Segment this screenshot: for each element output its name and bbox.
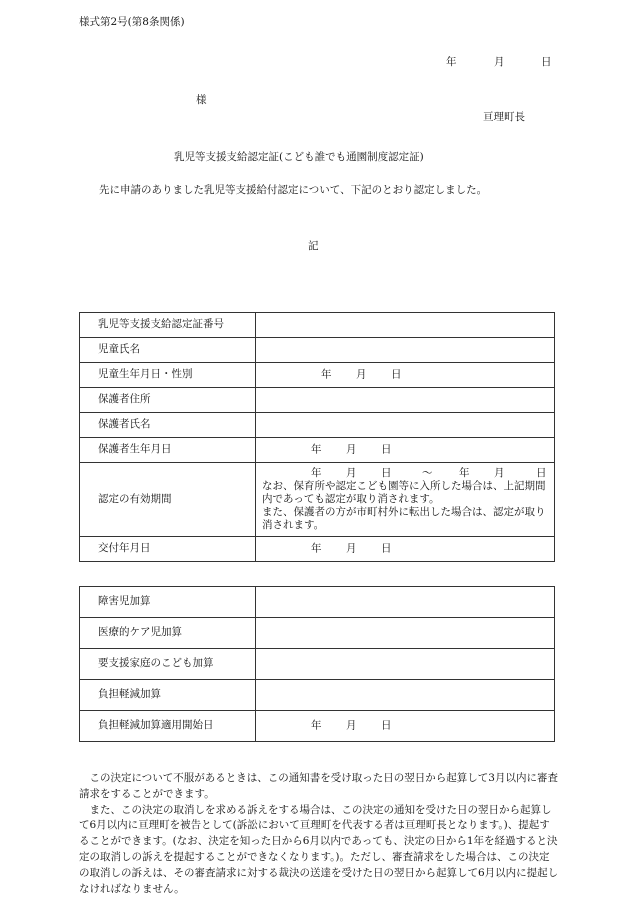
additions-table	[79, 586, 555, 742]
row-label: 負担軽減加算適用開始日	[80, 711, 256, 742]
document-title: 乳児等支援支給認定証(こども誰でも通園制度認定証)	[174, 151, 424, 163]
row-label: 保護者氏名	[80, 413, 256, 438]
row-label: 児童生年月日・性別	[80, 363, 256, 388]
to-year-mark: 年	[459, 467, 470, 479]
table-row	[80, 587, 555, 618]
guardian-birthdate-value	[256, 438, 555, 463]
row-label: 乳児等支援支給認定証番号	[80, 313, 256, 338]
form-number: 様式第2号(第8条関係)	[79, 16, 185, 28]
month-mark: 月	[346, 719, 357, 732]
issuer-name: 亘理町長	[483, 111, 525, 123]
row-label: 保護者住所	[80, 388, 256, 413]
guardian-address-value	[256, 388, 555, 413]
burden-reduction-start-value	[256, 711, 555, 742]
row-label: 児童氏名	[80, 338, 256, 363]
medical-care-addition-value	[256, 618, 555, 649]
table-row	[80, 649, 555, 680]
day-mark: 日	[381, 542, 392, 555]
issue-date-value	[256, 537, 555, 562]
validity-note-enrollment: なお、保育所や認定こども園等に入所した場合は、上記期間内であっても認定が取り消されます。	[262, 480, 546, 505]
row-label: 要支援家庭のこども加算	[80, 649, 256, 680]
year-mark: 年	[311, 719, 322, 732]
row-label: 障害児加算	[80, 587, 256, 618]
ki-heading: 記	[308, 240, 319, 252]
child-name-value	[256, 338, 555, 363]
from-day-mark: 日	[381, 467, 392, 479]
table-row	[80, 618, 555, 649]
table-row	[80, 680, 555, 711]
year-mark: 年	[311, 443, 322, 456]
table-row	[80, 313, 555, 338]
child-birthdate-value	[256, 363, 555, 388]
day-mark: 日	[381, 719, 392, 732]
year-mark: 年	[311, 542, 322, 555]
table-row	[80, 711, 555, 742]
period-tilde: 〜	[422, 467, 433, 479]
day-mark: 日	[391, 368, 402, 381]
validity-note-relocation: また、保護者の方が市町村外に転出した場合は、認定が取り消されます。	[262, 506, 546, 531]
lawsuit-note: また、この決定の取消しを求める訴えをする場合は、この決定の通知を受けた日の翌日から起算して6月以内に亘理町を被告として(訴訟において亘理町を代表する者は亘理町長となります。)、提起することができます。(なお、決定を知った日から6月以内であっても、決定の日から1年を経過すると決定の取消しの訴えを提起することができなくなります。)。ただし、審査請求をした場合は、この決定の取消しの訴えは、その審査請求に対する裁決の送達を受けた日の翌日から起算して6月以内に提起しなければなりません。	[79, 803, 559, 895]
day-mark: 日	[381, 443, 392, 456]
review-request-note: この決定について不服があるときは、この通知書を受け取った日の翌日から起算して3月以内に審査請求をすることができます。	[79, 772, 558, 800]
certificate-number-value	[256, 313, 555, 338]
table-row	[80, 388, 555, 413]
intro-text: 先に申請のありました乳児等支援給付認定について、下記のとおり認定しました。	[99, 184, 488, 196]
validity-period-value	[256, 463, 555, 537]
row-label: 保護者生年月日	[80, 438, 256, 463]
row-label: 交付年月日	[80, 537, 256, 562]
to-month-mark: 月	[494, 467, 505, 479]
to-day-mark: 日	[536, 467, 547, 479]
table-row	[80, 413, 555, 438]
table-row	[80, 438, 555, 463]
table-row	[80, 338, 555, 363]
table-row	[80, 363, 555, 388]
guardian-name-value	[256, 413, 555, 438]
support-family-addition-value	[256, 649, 555, 680]
month-mark: 月	[346, 443, 357, 456]
month-mark: 月	[346, 542, 357, 555]
certificate-table	[79, 312, 555, 562]
table-row	[80, 463, 555, 537]
from-month-mark: 月	[346, 467, 357, 479]
date-year: 年	[446, 56, 457, 68]
appeal-notes	[79, 771, 559, 897]
row-label: 医療的ケア児加算	[80, 618, 256, 649]
table-row	[80, 537, 555, 562]
from-year-mark: 年	[311, 467, 322, 479]
date-month: 月	[494, 56, 505, 68]
month-mark: 月	[356, 368, 367, 381]
burden-reduction-value	[256, 680, 555, 711]
row-label: 負担軽減加算	[80, 680, 256, 711]
disability-addition-value	[256, 587, 555, 618]
date-day: 日	[541, 56, 552, 68]
year-mark: 年	[321, 368, 332, 381]
addressee-suffix: 様	[196, 94, 207, 106]
row-label: 認定の有効期間	[80, 463, 256, 537]
